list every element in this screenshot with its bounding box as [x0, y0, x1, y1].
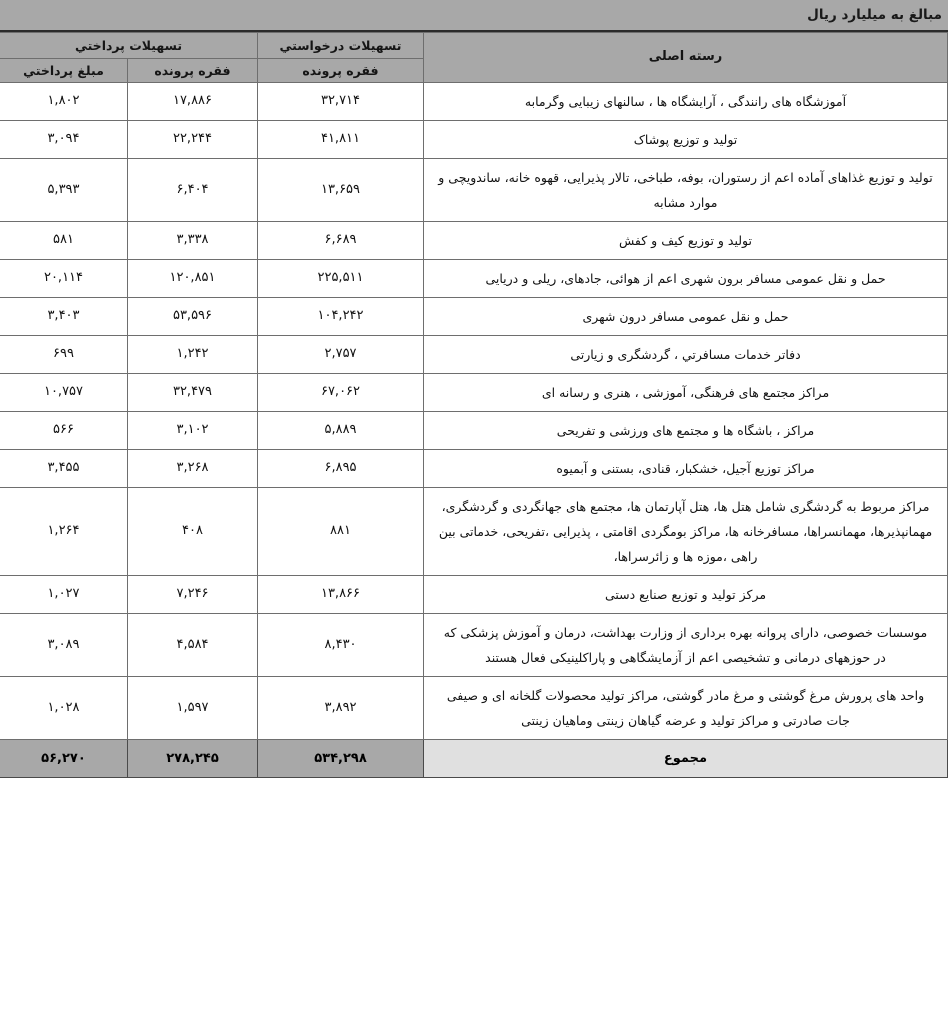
cell-category: مرکز تولید و توزیع صنایع دستی: [424, 576, 948, 614]
cell-requested-cases: ۱۳,۸۶۶: [258, 576, 424, 614]
table-header: [0, 33, 948, 83]
cell-requested-cases: ۶,۸۹۵: [258, 450, 424, 488]
cell-requested-cases: ۸۸۱: [258, 488, 424, 576]
table-row: [0, 488, 948, 576]
cell-category: حمل و نقل عمومی مسافر برون شهری اعم از هوائی، جادهای، ریلی و دریایی: [424, 260, 948, 298]
cell-paid-cases: ۴,۵۸۴: [128, 614, 258, 677]
total-row: [0, 740, 948, 778]
table-row: [0, 222, 948, 260]
table-body: [0, 83, 948, 740]
table-header-group-row: [0, 33, 948, 59]
table-row: [0, 450, 948, 488]
cell-category: واحد های پرورش مرغ گوشتی و مرغ مادر گوشتی، مراکز تولید محصولات گلخانه ای و صیفی جات صادرتی و مراکز تولید و عرضه گیاهان زینتی وماهیان زینتی: [424, 677, 948, 740]
cell-paid-amount: ۱,۸۰۲: [0, 83, 128, 121]
cell-paid-cases: ۱۲۰,۸۵۱: [128, 260, 258, 298]
cell-paid-amount: ۱۰,۷۵۷: [0, 374, 128, 412]
cell-category: تولید و توزیع کیف و کفش: [424, 222, 948, 260]
cell-paid-amount: ۳,۰۹۴: [0, 121, 128, 159]
cell-requested-cases: ۶,۶۸۹: [258, 222, 424, 260]
table-row: [0, 336, 948, 374]
cell-category: مراکز توزیع آجیل، خشکبار، قنادی، بستنی و آبمیوه: [424, 450, 948, 488]
table-row: [0, 260, 948, 298]
column-header-category: رسته اصلی: [424, 33, 948, 83]
table-row: [0, 83, 948, 121]
table-row: [0, 298, 948, 336]
cell-paid-cases: ۳,۲۶۸: [128, 450, 258, 488]
total-requested-cases: ۵۳۴,۲۹۸: [258, 740, 424, 778]
table-row: [0, 374, 948, 412]
cell-paid-cases: ۳,۱۰۲: [128, 412, 258, 450]
cell-requested-cases: ۱۰۴,۲۴۲: [258, 298, 424, 336]
cell-category: آموزشگاه های رانندگی ، آرایشگاه ها ، سالنهای زیبایی وگرمابه: [424, 83, 948, 121]
cell-paid-amount: ۲۰,۱۱۴: [0, 260, 128, 298]
column-header-requested-cases: فقره پرونده: [258, 59, 424, 83]
cell-category: تولید و توزیع غذاهای آماده اعم از رستوران، بوفه، طباخی، تالار پذیرایی، قهوه خانه، ساندویچی و موارد مشابه: [424, 159, 948, 222]
facilities-summary-table: [0, 32, 948, 778]
cell-requested-cases: ۵,۸۸۹: [258, 412, 424, 450]
cell-paid-amount: ۵۸۱: [0, 222, 128, 260]
cell-paid-cases: ۷,۲۴۶: [128, 576, 258, 614]
cell-requested-cases: ۱۳,۶۵۹: [258, 159, 424, 222]
table-row: [0, 159, 948, 222]
cell-paid-amount: ۳,۴۰۳: [0, 298, 128, 336]
cell-requested-cases: ۲۲۵,۵۱۱: [258, 260, 424, 298]
cell-category: دفاتر خدمات مسافرتي ، گردشگری و زیارتی: [424, 336, 948, 374]
amount-unit-label: مبالغ به میلیارد ریال: [807, 7, 942, 23]
table-row: [0, 412, 948, 450]
cell-paid-cases: ۳۲,۴۷۹: [128, 374, 258, 412]
cell-paid-amount: ۳,۴۵۵: [0, 450, 128, 488]
cell-requested-cases: ۶۷,۰۶۲: [258, 374, 424, 412]
cell-requested-cases: ۳,۸۹۲: [258, 677, 424, 740]
cell-paid-amount: ۱,۰۲۷: [0, 576, 128, 614]
table-row: [0, 677, 948, 740]
cell-paid-cases: ۱,۵۹۷: [128, 677, 258, 740]
cell-paid-cases: ۵۳,۵۹۶: [128, 298, 258, 336]
cell-paid-cases: ۳,۳۳۸: [128, 222, 258, 260]
table-row: [0, 121, 948, 159]
cell-paid-amount: ۳,۰۸۹: [0, 614, 128, 677]
cell-requested-cases: ۴۱,۸۱۱: [258, 121, 424, 159]
cell-category: تولید و توزیع پوشاک: [424, 121, 948, 159]
cell-paid-cases: ۱۷,۸۸۶: [128, 83, 258, 121]
cell-paid-amount: ۵۶۶: [0, 412, 128, 450]
cell-requested-cases: ۲,۷۵۷: [258, 336, 424, 374]
cell-paid-amount: ۶۹۹: [0, 336, 128, 374]
cell-category: مراکز مجتمع های فرهنگی، آموزشی ، هنری و رسانه ای: [424, 374, 948, 412]
cell-category: مراکز ، باشگاه ها و مجتمع های ورزشی و تفریحی: [424, 412, 948, 450]
cell-requested-cases: ۳۲,۷۱۴: [258, 83, 424, 121]
cell-category: موسسات خصوصی، دارای پروانه بهره برداری از وزارت بهداشت، درمان و آموزش پزشکی که در حوزههای درمانی و تشخیصی اعم از آزمایشگاهی و پاراکلینیکی فعال هستند: [424, 614, 948, 677]
amount-unit-title-bar: [0, 0, 948, 32]
cell-requested-cases: ۸,۴۳۰: [258, 614, 424, 677]
cell-paid-cases: ۲۲,۲۴۴: [128, 121, 258, 159]
cell-paid-cases: ۴۰۸: [128, 488, 258, 576]
cell-paid-amount: ۱,۲۶۴: [0, 488, 128, 576]
cell-paid-cases: ۱,۲۴۲: [128, 336, 258, 374]
total-paid-cases: ۲۷۸,۲۴۵: [128, 740, 258, 778]
cell-paid-amount: ۱,۰۲۸: [0, 677, 128, 740]
cell-category: مراکز مربوط به گردشگری شامل هتل ها، هتل آپارتمان ها، مجتمع های جهانگردی و گردشگری، مهمانپذیرها، مهمانسراها، مسافرخانه ها، مراکز بومگردی اقامتی ، پذیرایی ،تفریحی، خدماتی بین راهی ،موزه ها و زائرسراها،: [424, 488, 948, 576]
table-row: [0, 576, 948, 614]
table-row: [0, 614, 948, 677]
column-group-header-requested: تسهیلات درخواستي: [258, 33, 424, 59]
total-label-cell: مجموع: [424, 740, 948, 778]
table-footer: [0, 740, 948, 778]
column-header-paid-amount: مبلغ پرداختي: [0, 59, 128, 83]
cell-paid-cases: ۶,۴۰۴: [128, 159, 258, 222]
column-header-paid-cases: فقره پرونده: [128, 59, 258, 83]
total-paid-amount: ۵۶,۲۷۰: [0, 740, 128, 778]
cell-paid-amount: ۵,۳۹۳: [0, 159, 128, 222]
column-group-header-paid: تسهیلات پرداختي: [0, 33, 258, 59]
cell-category: حمل و نقل عمومی مسافر درون شهری: [424, 298, 948, 336]
